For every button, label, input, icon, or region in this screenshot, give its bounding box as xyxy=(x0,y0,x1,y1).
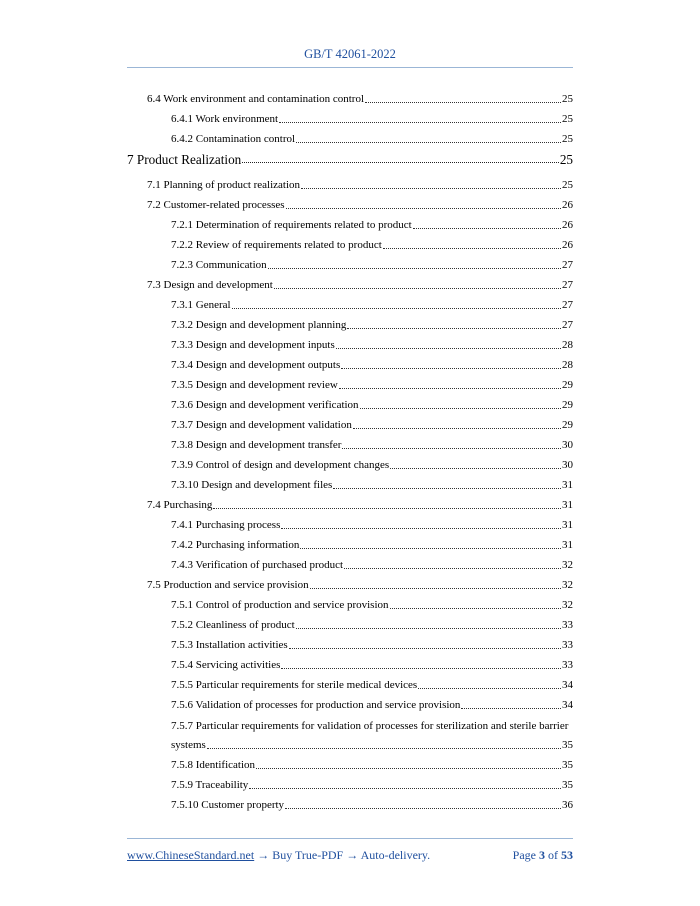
toc-entry[interactable] xyxy=(171,372,573,392)
document-header xyxy=(0,47,700,62)
leader-dots xyxy=(256,768,561,769)
leader-dots xyxy=(418,688,561,689)
toc-entry[interactable] xyxy=(171,512,573,532)
toc-entry-title: 7.4.1 Purchasing process xyxy=(171,519,281,531)
toc-entry[interactable] xyxy=(171,612,573,632)
leader-dots xyxy=(333,488,561,489)
leader-dots xyxy=(353,428,561,429)
toc-entry-page: 28 xyxy=(562,359,573,371)
total-pages-number: 53 xyxy=(561,848,573,862)
toc-entry-page: 31 xyxy=(562,539,573,551)
toc-entry[interactable] xyxy=(171,312,573,332)
leader-dots xyxy=(300,548,561,549)
toc-entry-title: 7.5.10 Customer property xyxy=(171,799,285,811)
toc-entry-page: 26 xyxy=(562,219,573,231)
toc-entry-title: 7.3.6 Design and development verification xyxy=(171,399,359,411)
leader-dots xyxy=(461,708,561,709)
toc-entry[interactable] xyxy=(171,292,573,312)
footer-rule xyxy=(127,838,573,839)
toc-entry[interactable] xyxy=(171,632,573,652)
toc-entry-title: 7.3.7 Design and development validation xyxy=(171,419,352,431)
leader-dots xyxy=(296,628,561,629)
leader-dots xyxy=(336,348,561,349)
toc-entry-title: 7.2.3 Communication xyxy=(171,259,267,271)
toc-entry-title: 7.4.2 Purchasing information xyxy=(171,539,300,551)
toc-entry-page: 36 xyxy=(562,799,573,811)
toc-entry-title: 7.5.4 Servicing activities xyxy=(171,659,281,671)
leader-dots xyxy=(279,122,561,123)
toc-entry-page: 33 xyxy=(562,639,573,651)
toc-entry-title: 7.3 Design and development xyxy=(147,279,273,291)
toc-entry[interactable] xyxy=(171,552,573,572)
toc-entry-page: 29 xyxy=(562,419,573,431)
toc-entry-title: 7.5.8 Identification xyxy=(171,759,256,771)
toc-entry[interactable] xyxy=(171,352,573,372)
toc-entry-title: 7.3.9 Control of design and development changes xyxy=(171,459,390,471)
toc-entry[interactable] xyxy=(147,172,573,192)
toc-entry-title: 7.5.6 Validation of processes for production and service provision xyxy=(171,699,461,711)
toc-entry[interactable] xyxy=(171,432,573,452)
toc-entry[interactable] xyxy=(171,692,573,712)
toc-entry-page: 31 xyxy=(562,479,573,491)
leader-dots xyxy=(344,568,561,569)
toc-entry-page: 31 xyxy=(562,519,573,531)
toc-entry-page: 27 xyxy=(562,319,573,331)
toc-entry[interactable] xyxy=(171,732,573,752)
toc-entry-title: 7.2 Customer-related processes xyxy=(147,199,285,211)
toc-entry-page: 35 xyxy=(562,759,573,771)
standard-number: GB/T 42061-2022 xyxy=(304,47,396,61)
toc-entry-page: 27 xyxy=(562,259,573,271)
toc-entry-title: 6.4.1 Work environment xyxy=(171,113,279,125)
toc-entry[interactable] xyxy=(147,86,573,106)
toc-entry-title: 7.2.1 Determination of requirements related to product xyxy=(171,219,412,231)
toc-entry[interactable] xyxy=(171,592,573,612)
toc-entry-page: 33 xyxy=(562,619,573,631)
toc-entry-page: 27 xyxy=(562,279,573,291)
toc-entry-title: 7.3.10 Design and development files xyxy=(171,479,333,491)
toc-entry-title: 7.5.9 Traceability xyxy=(171,779,249,791)
leader-dots xyxy=(347,328,561,329)
toc-entry[interactable] xyxy=(171,672,573,692)
toc-entry-page: 25 xyxy=(562,113,573,125)
arrow-right-icon: → xyxy=(346,848,359,862)
leader-dots xyxy=(207,748,561,749)
toc-entry-page: 29 xyxy=(562,379,573,391)
toc-entry-page: 30 xyxy=(562,459,573,471)
auto-delivery-text: Auto-delivery. xyxy=(360,848,431,862)
toc-entry[interactable] xyxy=(147,192,573,212)
leader-dots xyxy=(360,408,561,409)
leader-dots xyxy=(342,448,561,449)
toc-entry-page: 25 xyxy=(559,152,573,167)
header-rule xyxy=(127,67,573,68)
page-label: Page xyxy=(512,848,536,862)
toc-entry-page: 29 xyxy=(562,399,573,411)
leader-dots xyxy=(365,102,561,103)
toc-entry-title: 7.3.5 Design and development review xyxy=(171,379,338,391)
leader-dots xyxy=(289,648,561,649)
toc-entry[interactable] xyxy=(171,106,573,126)
toc-entry-title: systems xyxy=(171,739,206,751)
toc-entry-page: 25 xyxy=(562,179,573,191)
leader-dots xyxy=(232,308,561,309)
leader-dots xyxy=(390,608,561,609)
toc-entry-page: 25 xyxy=(562,133,573,145)
current-page-number: 3 xyxy=(539,848,545,862)
website-link[interactable]: www.ChineseStandard.net xyxy=(127,848,255,862)
toc-entry-title: 7.4.3 Verification of purchased product xyxy=(171,559,344,571)
toc-entry-title: 7 Product Realization xyxy=(127,152,242,167)
leader-dots xyxy=(301,188,561,189)
toc-entry-title: 7.3.2 Design and development planning xyxy=(171,319,347,331)
toc-entry-title: 7.5 Production and service provision xyxy=(147,579,309,591)
toc-entry[interactable] xyxy=(171,412,573,432)
leader-dots xyxy=(249,788,561,789)
toc-entry[interactable] xyxy=(171,752,573,772)
leader-dots xyxy=(274,288,561,289)
toc-entry[interactable] xyxy=(171,252,573,272)
footer-links xyxy=(127,848,430,863)
toc-entry-page: 31 xyxy=(562,499,573,511)
toc-entry-page: 34 xyxy=(562,699,573,711)
toc-entry[interactable] xyxy=(171,532,573,552)
leader-dots xyxy=(281,668,561,669)
toc-entry-page: 32 xyxy=(562,559,573,571)
leader-dots xyxy=(286,208,561,209)
toc-entry-title: 7.5.2 Cleanliness of product xyxy=(171,619,295,631)
toc-entry[interactable] xyxy=(171,332,573,352)
leader-dots xyxy=(413,228,561,229)
leader-dots xyxy=(390,468,561,469)
toc-entry-title: 7.4 Purchasing xyxy=(147,499,213,511)
toc-entry-title: 7.1 Planning of product realization xyxy=(147,179,301,191)
page-indicator xyxy=(513,848,573,863)
toc-entry-title: 6.4.2 Contamination control xyxy=(171,133,296,145)
toc-chapter-entry[interactable] xyxy=(127,146,573,167)
toc-entry-page: 34 xyxy=(562,679,573,691)
toc-entry-title: 7.3.8 Design and development transfer xyxy=(171,439,342,451)
toc-entry-page: 35 xyxy=(562,779,573,791)
toc-entry-page: 27 xyxy=(562,299,573,311)
leader-dots xyxy=(242,162,559,163)
toc-entry[interactable] xyxy=(147,272,573,292)
toc-entry[interactable] xyxy=(171,652,573,672)
leader-dots xyxy=(296,142,561,143)
toc-entry[interactable] xyxy=(171,392,573,412)
toc-entry-title: 7.5.3 Installation activities xyxy=(171,639,288,651)
toc-entry[interactable] xyxy=(171,126,573,146)
toc-entry[interactable] xyxy=(171,792,573,812)
toc-entry-title: 7.5.1 Control of production and service provision xyxy=(171,599,389,611)
toc-entry-page: 26 xyxy=(562,199,573,211)
toc-entry-title: 6.4 Work environment and contamination control xyxy=(147,93,365,105)
toc-entry-title: 7.2.2 Review of requirements related to product xyxy=(171,239,382,251)
toc-entry-title: 7.3.4 Design and development outputs xyxy=(171,359,341,371)
leader-dots xyxy=(310,588,561,589)
toc-entry-title: 7.5.5 Particular requirements for sterile medical devices xyxy=(171,679,418,691)
toc-entry-page: 33 xyxy=(562,659,573,671)
toc-entry[interactable] xyxy=(171,772,573,792)
toc-entry[interactable] xyxy=(147,492,573,512)
toc-entry-page: 26 xyxy=(562,239,573,251)
leader-dots xyxy=(213,508,561,509)
leader-dots xyxy=(341,368,561,369)
leader-dots xyxy=(268,268,561,269)
toc-entry[interactable] xyxy=(171,232,573,252)
buy-pdf-text: Buy True-PDF xyxy=(272,848,344,862)
toc-entry-page: 32 xyxy=(562,599,573,611)
leader-dots xyxy=(383,248,561,249)
leader-dots xyxy=(281,528,561,529)
toc-entry-wrapped-line[interactable]: 7.5.7 Particular requirements for validation of processes for sterilization and sterile barrier xyxy=(171,720,569,732)
toc-entry-page: 30 xyxy=(562,439,573,451)
toc-entry-page: 35 xyxy=(562,739,573,751)
leader-dots xyxy=(339,388,561,389)
leader-dots xyxy=(285,808,561,809)
arrow-right-icon: → xyxy=(257,848,270,862)
toc-entry[interactable] xyxy=(147,572,573,592)
toc-entry[interactable] xyxy=(171,472,573,492)
toc-entry-title: 7.3.1 General xyxy=(171,299,231,311)
toc-entry-page: 28 xyxy=(562,339,573,351)
toc-entry-page: 25 xyxy=(562,93,573,105)
toc-entry[interactable] xyxy=(171,212,573,232)
toc-entry[interactable] xyxy=(171,452,573,472)
toc-entry-page: 32 xyxy=(562,579,573,591)
of-label: of xyxy=(548,848,558,862)
toc-entry-title: 7.3.3 Design and development inputs xyxy=(171,339,335,351)
